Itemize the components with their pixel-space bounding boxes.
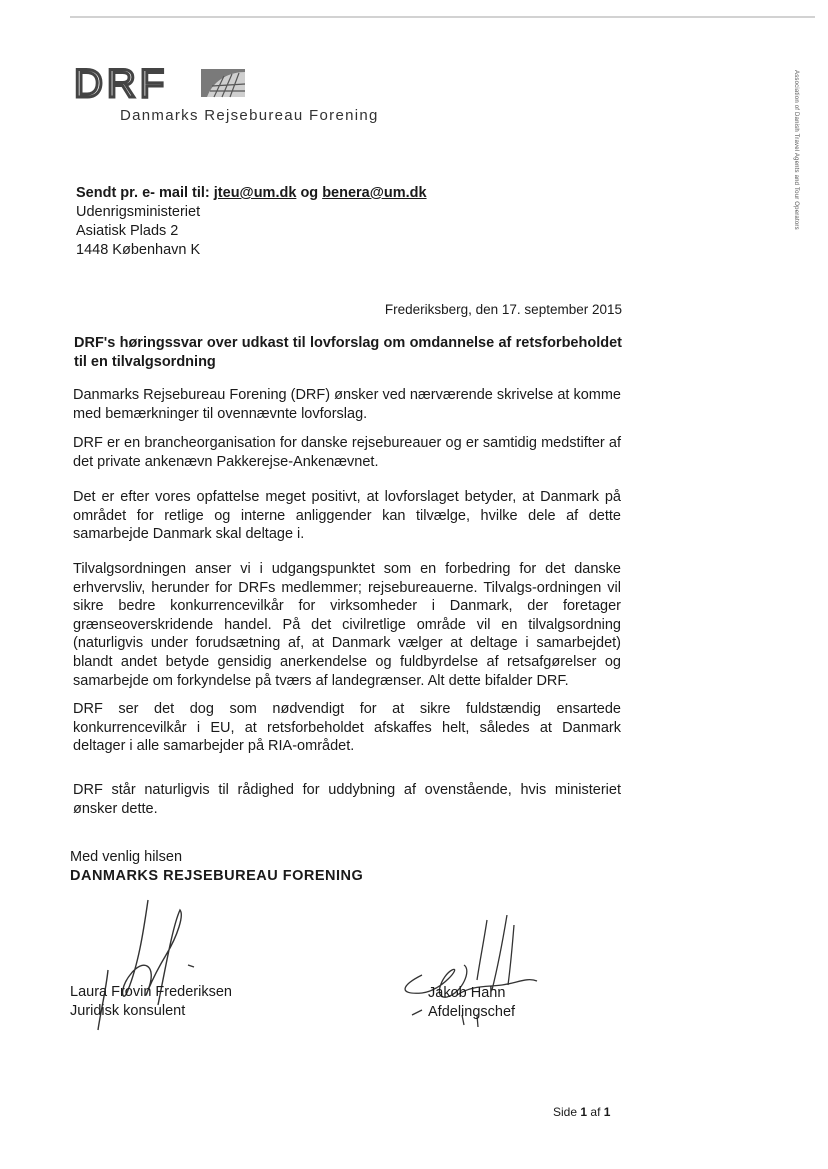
closing-block bbox=[70, 848, 363, 885]
side-vertical-text: Association of Danish Travel Agents and Tour Operators bbox=[793, 70, 799, 230]
top-rule bbox=[70, 16, 815, 18]
address-line-3: 1448 København K bbox=[76, 242, 201, 258]
recipient-address bbox=[76, 184, 427, 260]
signatory-left-title: Juridisk konsulent bbox=[70, 1002, 186, 1019]
closing-greeting: Med venlig hilsen bbox=[70, 849, 183, 865]
logo-wordmark: DRF bbox=[74, 64, 169, 104]
footer-prefix: Side bbox=[553, 1105, 578, 1119]
address-line-2: Asiatisk Plads 2 bbox=[76, 223, 179, 239]
org-tagline: Danmarks Rejsebureau Forening bbox=[120, 107, 379, 124]
paragraph-2: DRF er en brancheorganisation for danske rejsebureauer og er samtidig medstifter af det private ankenævn Pakkerejse-Ankenævnet. bbox=[73, 435, 621, 470]
email-label: Sendt pr. e- mail til: bbox=[76, 185, 210, 201]
footer-sep: af bbox=[590, 1105, 601, 1119]
paragraph-5: DRF ser det dog som nødvendigt for at sikre fuldstændig ensartede konkurrencevilkår i EU, at retsforbeholdet afskaffes helt, således at Danmark deltager i alle samarbejder på RIA-området. bbox=[73, 701, 621, 755]
paragraph-6: DRF står naturligvis til rådighed for uddybning af ovenstående, hvis ministeriet ønsker dette. bbox=[73, 782, 621, 817]
globe-icon bbox=[201, 69, 245, 97]
address-line-1: Udenrigsministeriet bbox=[76, 204, 201, 220]
footer-total: 1 bbox=[603, 1105, 611, 1119]
paragraph-4: Tilvalgsordningen anser vi i udgangspunktet som en forbedring for det danske erhvervsliv, herunder for DRFs medlemmer; rejsebureauerne. Tilvalgs-ordningen vil sikre bedre konkurrencevilkår for virksomheder i Danmark, der foretager grænseoverskridende handel. På det civilretlige område vil en tilvalgsordning (naturligvis under forudsætning af, at Danmark vælger at deltage i samarbejdet) blandt andet betyde gensidig anerkendelse og fuldbyrdelse af retsafgørelser og samarbejde om forkyndelse på tværs af landegrænser. Alt dette bifalder DRF. bbox=[73, 561, 621, 689]
signatory-right-name: Jakob Hahn bbox=[428, 985, 506, 1001]
signatory-right bbox=[428, 984, 515, 1021]
signatory-right-title: Afdelingschef bbox=[428, 1003, 516, 1020]
page-footer bbox=[553, 1105, 610, 1119]
email-conjunction: og bbox=[300, 185, 319, 201]
email-link-1[interactable]: jteu@um.dk bbox=[213, 185, 297, 201]
letter-date: Frederiksberg, den 17. september 2015 bbox=[384, 302, 622, 317]
letter-subject: DRF's høringssvar over udkast til lovforslag om omdannelse af retsforbeholdet til en tilvalgsordning bbox=[74, 335, 622, 370]
closing-org: DANMARKS REJSEBUREAU FORENING bbox=[70, 867, 364, 884]
signatory-left-name: Laura Frovin Frederiksen bbox=[70, 984, 232, 1000]
drf-logo bbox=[74, 64, 254, 104]
paragraph-1: Danmarks Rejsebureau Forening (DRF) ønsker ved nærværende skrivelse at komme med bemærkninger til ovennævnte lovforslag. bbox=[73, 387, 621, 422]
signatory-left bbox=[70, 983, 232, 1020]
paragraph-3: Det er efter vores opfattelse meget positivt, at lovforslaget betyder, at Danmark på området for retlige og interne anliggender kan tilvælge, hvilke dele af dette samarbejde Danmark skal deltage i. bbox=[73, 489, 621, 543]
email-line bbox=[76, 184, 427, 203]
footer-page: 1 bbox=[580, 1105, 588, 1119]
email-link-2[interactable]: benera@um.dk bbox=[322, 185, 427, 201]
